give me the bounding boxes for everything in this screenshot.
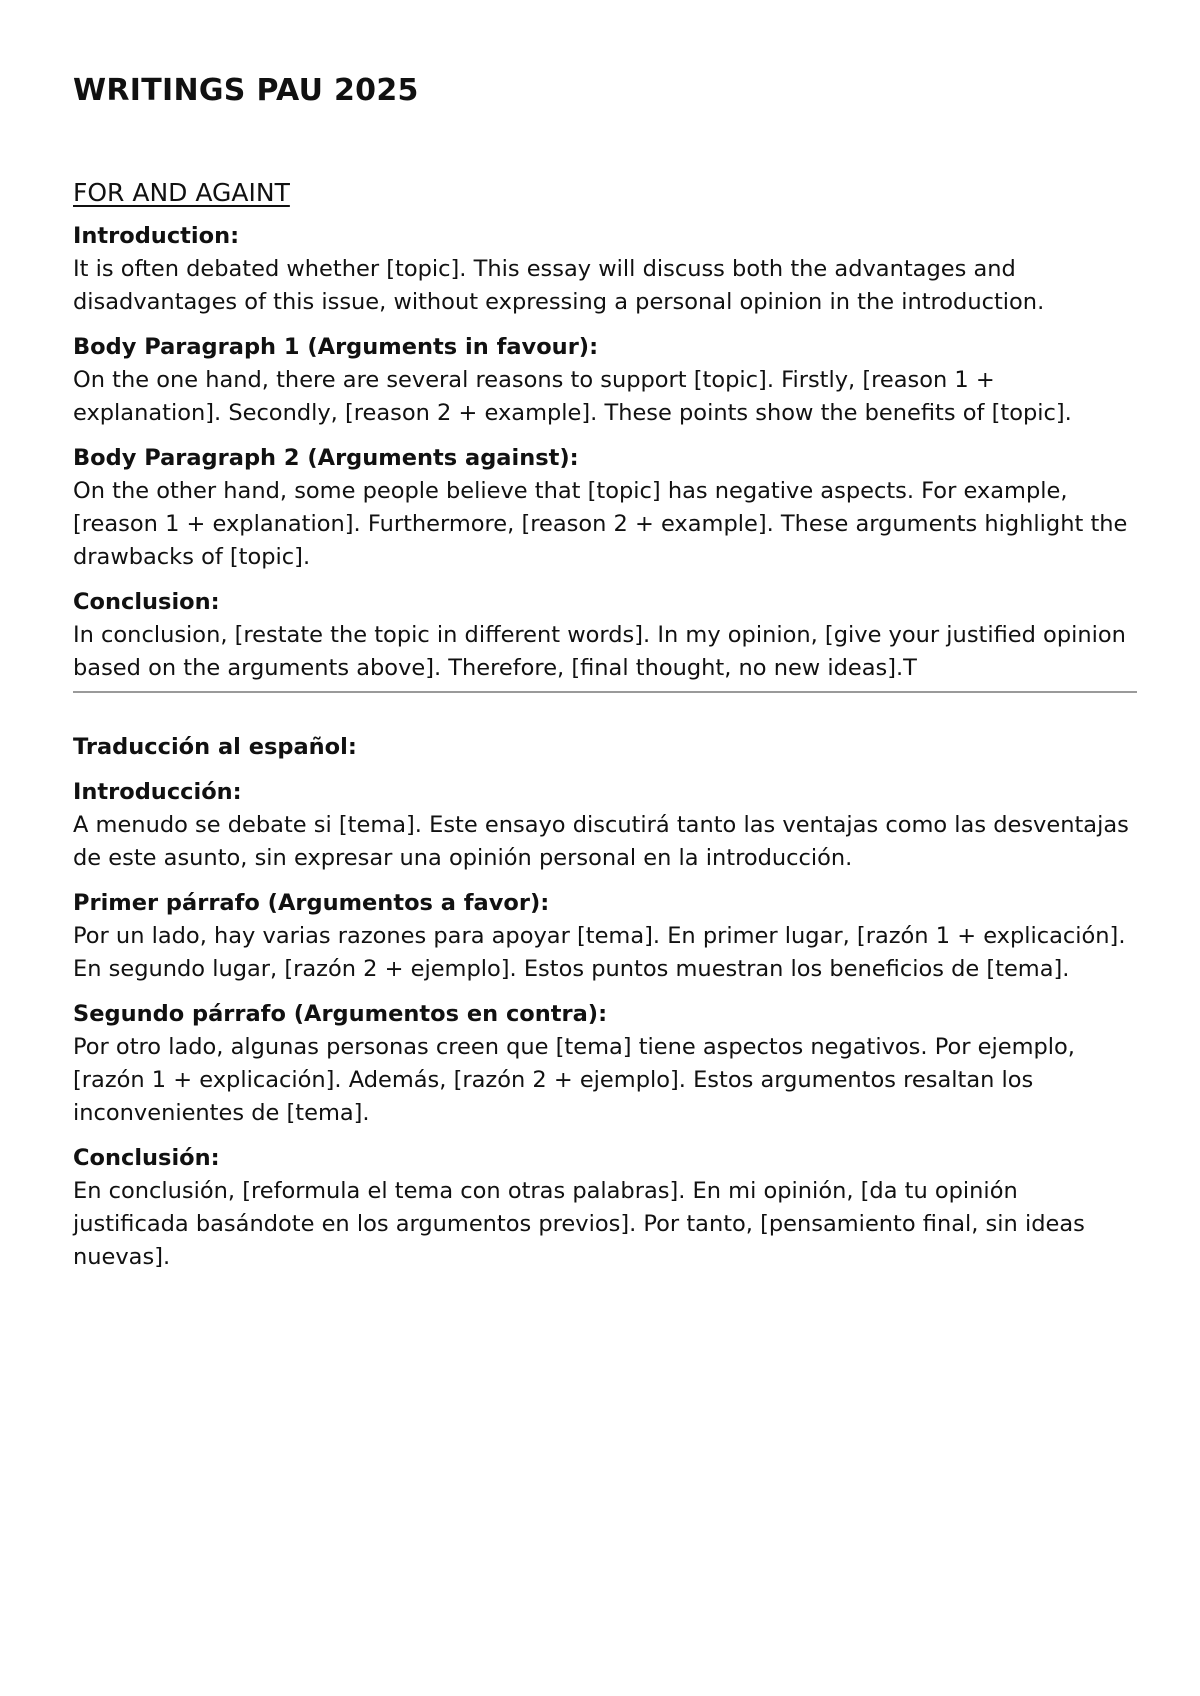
section-segundo-parrafo <box>73 998 1140 1130</box>
section-introduction <box>73 220 1140 319</box>
section-heading: Introducción: <box>73 779 242 805</box>
section-body-paragraph-1 <box>73 331 1140 430</box>
section-body: On the other hand, some people believe that [topic] has negative aspects. For example, [reason 1 + explanation]. Furthermore, [reason 2 + example]. These arguments highlight the drawbacks of [topic]. <box>73 478 1128 570</box>
section-heading: Conclusión: <box>73 1145 220 1171</box>
section-introduccion <box>73 776 1140 875</box>
section-primer-parrafo <box>73 887 1140 986</box>
section-conclusion-es <box>73 1142 1140 1274</box>
section-heading: Conclusion: <box>73 589 220 615</box>
document-title: WRITINGS PAU 2025 <box>73 73 419 108</box>
section-body: Por un lado, hay varias razones para apoyar [tema]. En primer lugar, [razón 1 + explicación]. En segundo lugar, [razón 2 + ejemplo]. Estos puntos muestran los beneficios de [tema]. <box>73 923 1126 982</box>
section-body: In conclusion, [restate the topic in different words]. In my opinion, [give your justified opinion based on the arguments above]. Therefore, [final thought, no new ideas].T <box>73 622 1126 681</box>
section-heading: Introduction: <box>73 223 240 249</box>
horizontal-divider <box>73 691 1137 693</box>
section-body: A menudo se debate si [tema]. Este ensayo discutirá tanto las ventajas como las desventajas de este asunto, sin expresar una opinión personal en la introducción. <box>73 812 1129 871</box>
section-conclusion <box>73 586 1140 685</box>
section-heading: Segundo párrafo (Argumentos en contra): <box>73 1001 608 1027</box>
section-body-paragraph-2 <box>73 442 1140 574</box>
section-body: En conclusión, [reformula el tema con otras palabras]. En mi opinión, [da tu opinión justificada basándote en los argumentos previos]. Por tanto, [pensamiento final, sin ideas nuevas]. <box>73 1178 1085 1270</box>
section-heading: Primer párrafo (Argumentos a favor): <box>73 890 550 916</box>
section-heading: Body Paragraph 1 (Arguments in favour): <box>73 334 599 360</box>
section-body: Por otro lado, algunas personas creen que [tema] tiene aspectos negativos. Por ejemplo, [razón 1 + explicación]. Además, [razón 2 + ejemplo]. Estos argumentos resaltan los inconvenientes de [tema]. <box>73 1034 1075 1126</box>
section-heading: Body Paragraph 2 (Arguments against): <box>73 445 579 471</box>
translation-title: Traducción al español: <box>73 734 357 760</box>
section-body: It is often debated whether [topic]. This essay will discuss both the advantages and disadvantages of this issue, without expressing a personal opinion in the introduction. <box>73 256 1045 315</box>
document-subtitle: FOR AND AGAINT <box>73 178 290 207</box>
section-body: On the one hand, there are several reasons to support [topic]. Firstly, [reason 1 + explanation]. Secondly, [reason 2 + example]. These points show the benefits of [topic]. <box>73 367 1072 426</box>
